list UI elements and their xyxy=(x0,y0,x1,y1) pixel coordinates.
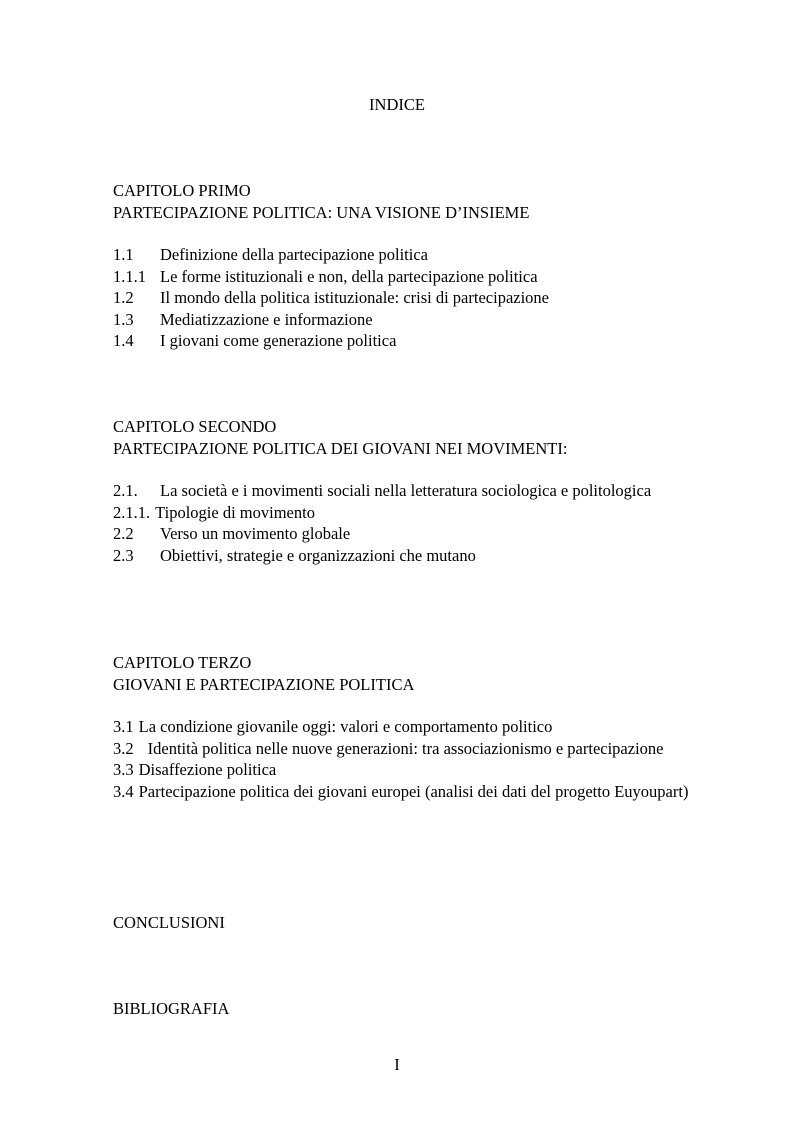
entry-text: Le forme istituzionali e non, della partecipazione politica xyxy=(160,266,538,286)
entry-text: Tipologie di movimento xyxy=(155,502,315,522)
entry-number: 3.3 xyxy=(113,760,134,779)
entry-text: Il mondo della politica istituzionale: crisi di partecipazione xyxy=(160,288,549,307)
chapter-label: CAPITOLO SECONDO xyxy=(113,417,277,436)
toc-entry xyxy=(113,738,699,760)
chapter-title: PARTECIPAZIONE POLITICA DEI GIOVANI NEI MOVIMENTI: xyxy=(113,438,568,458)
chapter-title: GIOVANI E PARTECIPAZIONE POLITICA xyxy=(113,674,415,694)
bibliography-heading: BIBLIOGRAFIA xyxy=(113,999,230,1018)
conclusions-heading: CONCLUSIONI xyxy=(113,913,225,932)
chapter-3 xyxy=(113,652,699,802)
entry-number: 1.3 xyxy=(113,309,134,329)
entry-text: Definizione della partecipazione politica xyxy=(160,245,428,264)
entry-text: Identità politica nelle nuove generazioni: tra associazionismo e partecipazione xyxy=(147,738,664,758)
chapter-2 xyxy=(113,416,699,566)
toc-list xyxy=(113,716,699,802)
chapter-label: CAPITOLO PRIMO xyxy=(113,181,251,200)
toc-entry xyxy=(113,781,699,803)
toc-entry xyxy=(113,523,699,545)
chapter-title: PARTECIPAZIONE POLITICA: UNA VISIONE D’INSIEME xyxy=(113,202,530,222)
toc-entry xyxy=(113,244,699,266)
entry-number: 2.2 xyxy=(113,524,134,543)
chapter-1 xyxy=(113,180,699,352)
page-title: INDICE xyxy=(369,95,425,114)
entry-text: Obiettivi, strategie e organizzazioni che mutano xyxy=(160,545,476,565)
entry-number: 1.2 xyxy=(113,288,134,307)
toc-entry xyxy=(113,502,699,524)
toc-entry xyxy=(113,759,699,781)
toc-entry xyxy=(113,309,699,331)
chapter-label: CAPITOLO TERZO xyxy=(113,653,252,672)
entry-number: 3.1 xyxy=(113,717,134,736)
entry-number: 1.1 xyxy=(113,245,134,264)
entry-number: 2.1. xyxy=(113,481,138,500)
toc-entry xyxy=(113,330,699,352)
toc-entry xyxy=(113,287,699,309)
entry-number: 2.3 xyxy=(113,545,134,565)
entry-text: La condizione giovanile oggi: valori e comportamento politico xyxy=(138,717,553,736)
entry-number: 1.1.1 xyxy=(113,266,146,286)
entry-text: Disaffezione politica xyxy=(138,760,277,779)
toc-entry xyxy=(113,545,699,567)
entry-number: 3.2 xyxy=(113,738,134,758)
entry-number: 2.1.1. xyxy=(113,502,151,522)
toc-list xyxy=(113,244,699,352)
toc-entry xyxy=(113,266,699,288)
toc-entry xyxy=(113,716,699,738)
entry-text: Mediatizzazione e informazione xyxy=(160,309,373,329)
toc-list xyxy=(113,480,699,566)
entry-text: La società e i movimenti sociali nella letteratura sociologica e politologica xyxy=(160,481,652,500)
entry-text: Verso un movimento globale xyxy=(160,524,351,543)
entry-text: I giovani come generazione politica xyxy=(160,331,397,350)
page-number: I xyxy=(394,1055,400,1074)
entry-number: 1.4 xyxy=(113,331,134,350)
toc-entry xyxy=(113,480,699,502)
entry-text: Partecipazione politica dei giovani europei (analisi dei dati del progetto Euyoupart) xyxy=(138,781,689,801)
entry-number: 3.4 xyxy=(113,781,134,801)
